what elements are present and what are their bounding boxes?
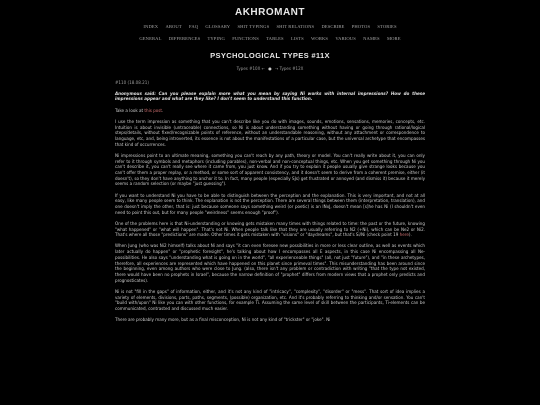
answer-intro [115,108,425,114]
category-nav [0,36,540,41]
answer-intro-end: . [162,107,164,113]
site-title[interactable]: AKHROMANT [234,7,306,18]
nav-item-works[interactable]: WORKS [310,36,329,41]
paragraph-text: One of the problems here is that Ni-understanding or knowing gets mistaken many times with things related to time: the past or the future, knowing "what happened" or "what will happen". That's not Ni. When people talk like that they are usually referring to N2 (+Ni), which can be Ne2 or Ni2. That's where all those "predictions" are made. Other times it gets mistaken with "visions" or "daydreams", but that's Si/Ni (check point 19 [115,220,425,238]
nav-item-names[interactable]: NAMES [363,36,380,41]
nav-item-tables[interactable]: TABLES [266,36,284,41]
paragraph: I use the term impression as something that you can't describe like you do with images, sounds, emotions, sensations, memories, concepts, etc. Intuition is about invisible (untraceable) connections, so Ni is about understanding something without having or going through rational/logical steps/details, without fixed/recognizable points of reference, without an understandable reasoning, without any attachment or correspondence to language, etc, and, being introverted, its essence is not about the manifestations of a particular case, but the universal archetype that encompasses that kind of occurrences. [115,118,425,147]
nav-item-shit-relations[interactable]: SHIT RELATIONS [276,24,315,29]
nav-item-faq[interactable]: FAQ [189,24,199,29]
nav-item-glossary[interactable]: GLOSSARY [205,24,231,29]
nav-item-describe[interactable]: DESCRIBE [321,24,345,29]
paragraph: If you want to understand Ni you have to be able to distinguish between the perception and the explanation. This is very important, and not at all easy, like many people seem to think. The explanation is not the perception. There are several things between them (interpretation, translation), and one doesn't imply the other, that is: just because someone says something weird (or poetic) is an INxJ, doesn't mean [s]he has Ni (I shouldn't even need to point this out, but for many people "weirdness" seems enough "proof"). [115,192,425,215]
post-pager [0,66,540,71]
nav-item-shit-typings[interactable]: SHIT TYPINGS [237,24,270,29]
paragraph: When Jung (who was Ni2 himself) talks about Ni and says "it can even foresee new possibilities in more or less clear outline, as well as events which later actually do happen" or "prophetic foresight", he's talking about how I encompasses all E aspects, in this case Ni encompassing all Ne-possibilities. He also says "understanding what is going on in the world", "all experienceable things" (all, not just "future"), and "in these archetypes, therefore, all experiences are represented which have happened on this planet since primeval times". This misunderstanding has been around since the beginning, even among authors who were close to Jung. (also, there isn't any problem or contradiction with writing "that the type not existed, there would have been no prophets in Israel", because the narrow definition of "prophet" differs from modern views that a prophet only predicts and prognosticates). [115,243,425,283]
paragraph: Ni impressions point to an ultimate meaning, something you can't reach by any path, theory or model. You can't really write about it, you can only refer to it through symbols and metaphors (including parables), non-verbal and non-conceptual things, etc. When you get something through Ni you can't describe it, you can't really see where it came from, you just know. And if you try to explain it people usually give strange looks because you can't offer them a proper replay, or a method, or some sort of apparent consistency, and it doesn't seem to derive from a coherent premise, either (it doesn't), so they don't have anything to anchor it to. In fact, many people (especially SJs) get frustrated or annoyed (and dismiss it) because it merely seems a random selection (or maybe "just guessing"). [115,152,425,187]
this-post-link[interactable]: this post [144,107,163,113]
post-meta: #110 (18.08.21) [115,80,149,85]
post-content [115,80,425,328]
nav-item-stories[interactable]: STORIES [377,24,397,29]
reader-question: Anonymous said: Can you please explain more what you mean by saying Ni works with internal impressions? How do these impressions appear and what are they like? I don't seem to understand this function. [115,90,425,102]
current-page-dot-icon: ● [268,66,272,71]
main-nav [0,24,540,29]
nav-item-lists[interactable]: LISTS [290,36,304,41]
paragraph [115,221,425,238]
nav-item-differences[interactable]: DIFFERENCES [168,36,201,41]
nav-item-index[interactable]: INDEX [143,24,159,29]
nav-item-various[interactable]: VARIOUS [335,36,356,41]
nav-item-photos[interactable]: PHOTOS [351,24,371,29]
page-title: PSYCHOLOGICAL TYPES #11X [210,51,330,60]
nav-item-general[interactable]: GENERAL [139,36,162,41]
next-page-link[interactable]: → Types #12X [275,66,304,71]
paragraph: There are probably many more, but as a final misconception, Ni is not any kind of "trickster" or "joke". Ni [115,317,331,323]
nav-item-about[interactable]: ABOUT [165,24,182,29]
paragraph: Ni is not "fill in the gaps" of information, either, and it's not any kind of "intricacy", "complexity", "disorder" or "mess". That sort of idea implies a variety of elements, divisions, parts, paths, segments, (possible) organization, etc. And it's probably referring to thinking and/or sensation. You can't "build with/upon" Ni like you can with other functions, for example Ti. Assuming the same level of skill between the participants, Ti-elements can be communicated, contrasted and discussed much easier. [115,288,425,311]
answer-intro-text: Take a look at [115,107,145,113]
nav-item-functions[interactable]: FUNCTIONS [232,36,259,41]
prev-page-link[interactable]: Types #10X ← [236,66,265,71]
paragraph-end: ). [408,232,412,238]
here-link[interactable]: here [399,232,409,238]
nav-item-typing[interactable]: TYPING [207,36,225,41]
nav-item-more[interactable]: MORE [386,36,401,41]
